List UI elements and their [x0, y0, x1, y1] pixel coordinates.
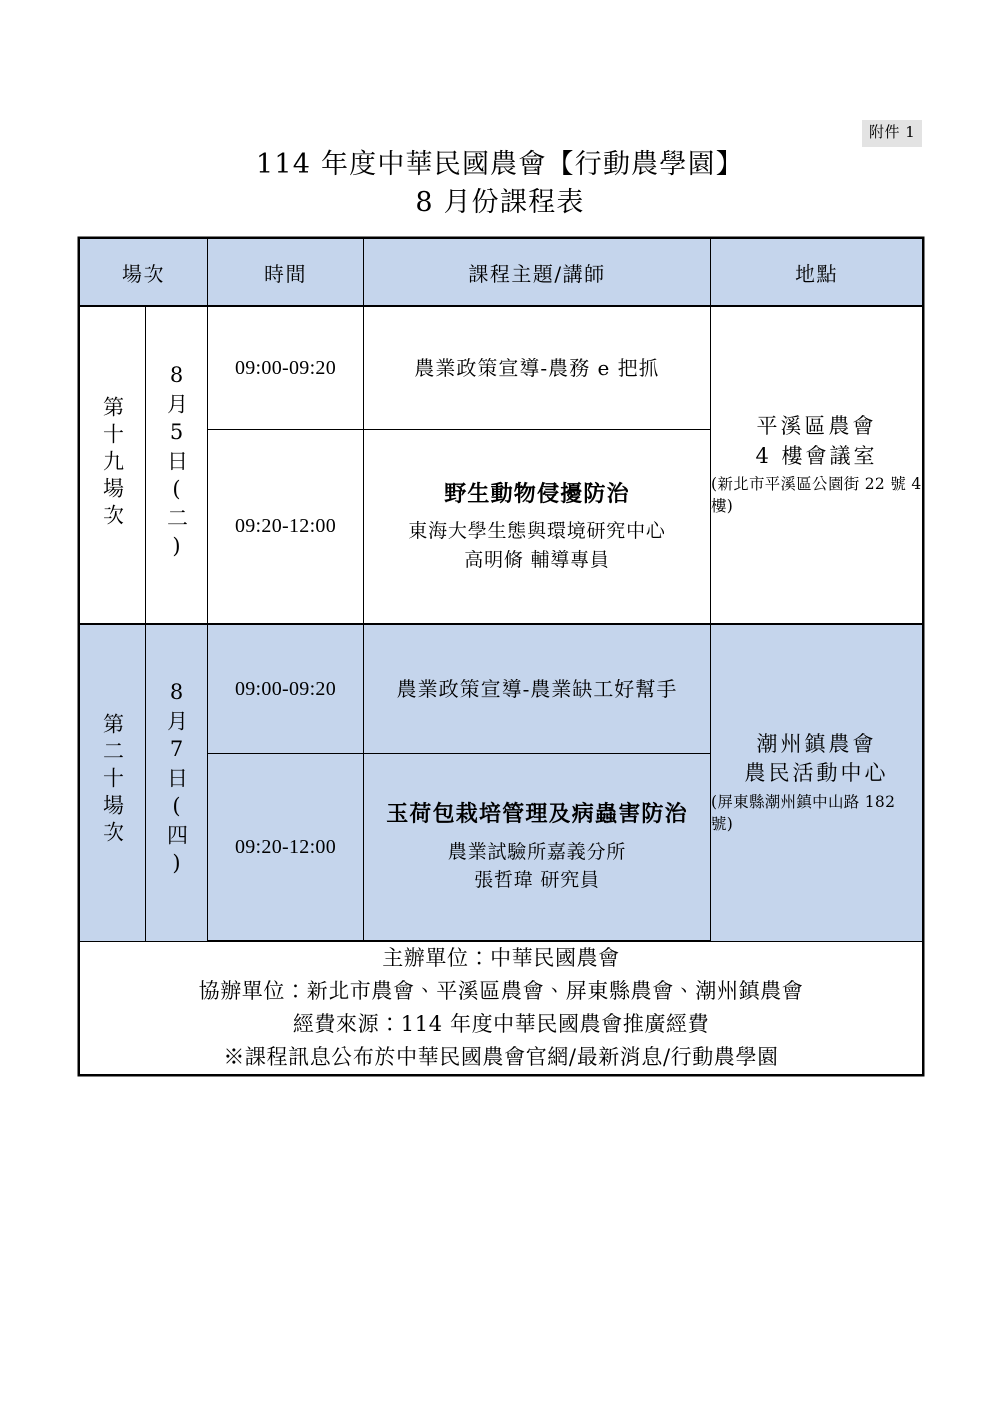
- topic-organization: 農業試驗所嘉義分所: [447, 840, 627, 863]
- topic-cell: [364, 624, 711, 754]
- table-notes-row: [80, 941, 923, 1075]
- note-organizer: 主辦單位：中華民國農會: [382, 946, 620, 970]
- venue-cell: [711, 624, 923, 941]
- time-value: 09:00-09:20: [208, 624, 364, 754]
- topic-organization: 東海大學生態與環境研究中心: [408, 520, 666, 543]
- notes-cell: [80, 941, 923, 1075]
- venue-name: 平溪區農會: [756, 414, 877, 439]
- session-date-cell: [146, 624, 208, 941]
- header-time: 時間: [208, 239, 364, 307]
- table-header-row: [80, 239, 923, 307]
- time-value: 09:20-12:00: [208, 430, 364, 625]
- topic-title: 玉荷包栽培管理及病蟲害防治: [386, 801, 688, 828]
- note-funding-source: 經費來源：114 年度中華民國農會推廣經費: [292, 1012, 710, 1036]
- page-title: [0, 146, 1000, 222]
- session-label: 第二十場次: [100, 713, 125, 849]
- note-announcement: ※課程訊息公布於中華民國農會官網/最新消息/行動農學園: [223, 1045, 779, 1069]
- topic-plain: 農業政策宣導-農業缺工好幫手: [396, 676, 678, 701]
- venue-cell: [711, 306, 923, 624]
- venue-name: 潮州鎮農會: [756, 731, 877, 756]
- session-date: 8月5日(二): [164, 362, 189, 564]
- header-session: 場次: [80, 239, 208, 307]
- venue-address: (屏東縣潮州鎮中山路 182 號): [711, 792, 896, 834]
- topic-speaker: 張哲瑋 研究員: [474, 869, 600, 892]
- title-line-2: 8 月份課程表: [415, 187, 585, 218]
- venue-room: 農民活動中心: [744, 761, 889, 786]
- topic-cell: [364, 754, 711, 942]
- table-row: [80, 624, 923, 754]
- header-topic: 課程主題/講師: [364, 239, 711, 307]
- title-line-1: 114 年度中華民國農會【行動農學園】: [256, 149, 744, 180]
- topic-speaker: 高明脩 輔導專員: [464, 548, 610, 571]
- session-label: 第十九場次: [100, 395, 125, 531]
- table-row: [80, 306, 923, 430]
- venue-address: (新北市平溪區公園街 22 號 4 樓): [711, 474, 922, 516]
- session-label-cell: [80, 306, 146, 624]
- note-co-organizer: 協辦單位：新北市農會、平溪區農會、屏東縣農會、潮州鎮農會: [198, 979, 804, 1003]
- topic-cell: [364, 306, 711, 430]
- session-label-cell: [80, 624, 146, 941]
- topic-plain: 農業政策宣導-農務 e 把抓: [414, 355, 660, 380]
- topic-cell: [364, 430, 711, 625]
- time-value: 09:00-09:20: [208, 306, 364, 430]
- session-date-cell: [146, 306, 208, 624]
- venue-room: 4 樓會議室: [755, 443, 878, 468]
- topic-title: 野生動物侵擾防治: [444, 480, 630, 507]
- time-value: 09:20-12:00: [208, 754, 364, 942]
- course-schedule-table: [79, 238, 923, 1075]
- session-date: 8月7日(四): [164, 680, 189, 882]
- header-venue: 地點: [711, 239, 923, 307]
- attachment-tag: 附件 1: [862, 120, 922, 147]
